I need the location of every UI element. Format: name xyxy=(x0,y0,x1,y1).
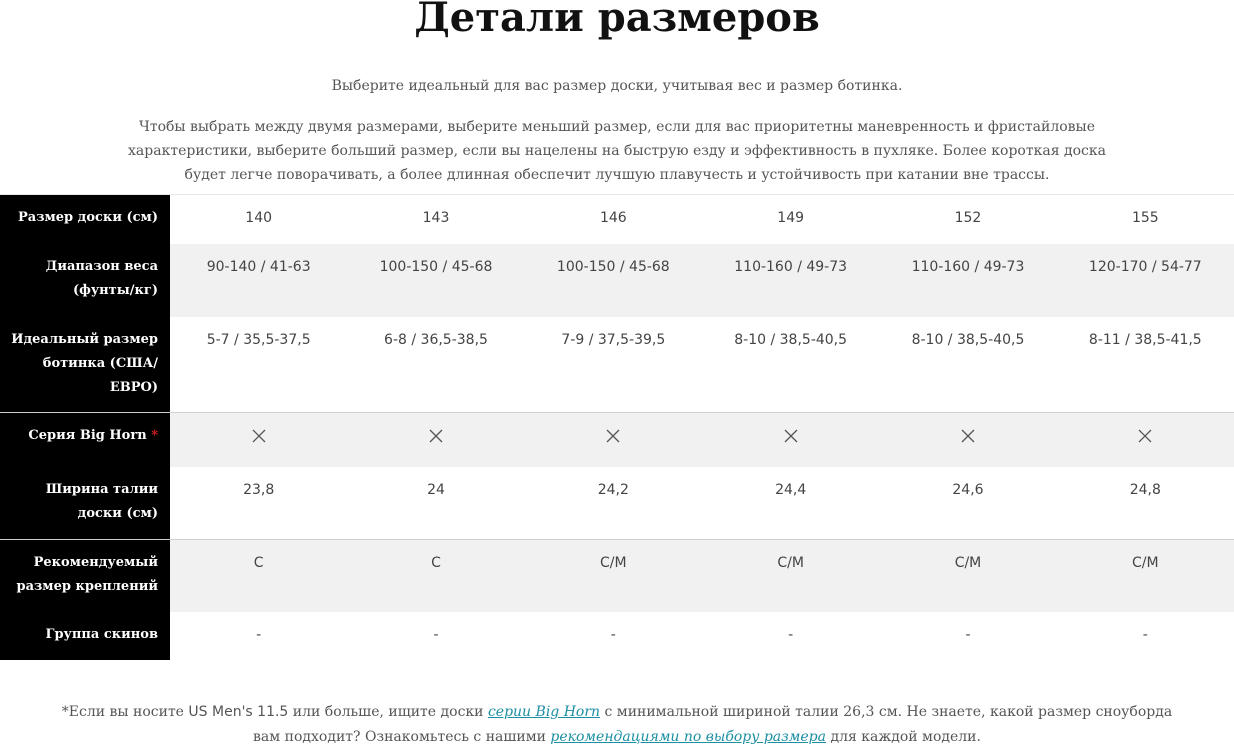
footnote-text: US Men's 11.5 xyxy=(188,704,289,720)
footnote-text: для каждой модели. xyxy=(826,729,981,745)
row-header-weight-range: Диапазон веса (фунты/кг) xyxy=(0,244,170,317)
row-header-skin-group: Группа скинов xyxy=(0,612,170,660)
row-boot-size xyxy=(0,317,1234,413)
boot-size-cell: 8-10 / 38,5-40,5 xyxy=(911,331,1025,348)
skin-group-cell: - xyxy=(1142,626,1148,643)
board-size-cell: 155 xyxy=(1131,210,1159,226)
skin-group-cell: - xyxy=(610,626,616,643)
weight-range-cell: 110-160 / 49-73 xyxy=(879,244,1056,317)
waist-width-cell: 24 xyxy=(427,481,445,498)
skin-group-cell: - xyxy=(788,626,794,643)
footnote-text: *Если вы носите xyxy=(61,704,189,720)
row-waist-width xyxy=(0,467,1234,540)
x-mark-icon xyxy=(783,428,799,444)
board-size-cell: 146 xyxy=(599,210,627,226)
big-horn-cell xyxy=(702,413,879,467)
boot-size-cell: 8-10 / 38,5-40,5 xyxy=(734,331,848,348)
row-header-binding-size: Рекомендуемый размер креплений xyxy=(0,540,170,612)
weight-range-cell: 100-150 / 45-68 xyxy=(347,244,524,317)
waist-width-cell: 24,8 xyxy=(1129,481,1161,498)
skin-group-cell: - xyxy=(256,626,262,643)
waist-width-cell: 24,4 xyxy=(775,481,807,498)
size-guide-link[interactable]: рекомендациями по выбору размера xyxy=(550,729,826,745)
x-mark-icon xyxy=(960,428,976,444)
board-size-cell: 152 xyxy=(954,210,982,226)
row-big-horn xyxy=(0,413,1234,467)
weight-range-cell: 110-160 / 49-73 xyxy=(702,244,879,317)
page-title: Детали размеров xyxy=(414,0,820,41)
row-weight-range xyxy=(0,244,1234,317)
binding-size-cell: С xyxy=(347,540,524,612)
weight-range-cell: 100-150 / 45-68 xyxy=(525,244,702,317)
binding-size-cell: С/М xyxy=(525,540,702,612)
big-horn-cell xyxy=(525,413,702,467)
big-horn-series-link[interactable]: серии Big Horn xyxy=(487,704,601,720)
board-size-cell: 140 xyxy=(245,210,273,226)
x-mark-icon xyxy=(605,428,621,444)
big-horn-cell xyxy=(347,413,524,467)
big-horn-cell xyxy=(170,413,347,467)
waist-width-cell: 24,2 xyxy=(597,481,629,498)
binding-size-cell: С/М xyxy=(1057,540,1234,612)
row-header-big-horn xyxy=(0,413,170,467)
waist-width-cell: 23,8 xyxy=(243,481,275,498)
row-skin-group xyxy=(0,612,1234,660)
skin-group-cell: - xyxy=(965,626,971,643)
row-board-size xyxy=(0,195,1234,244)
boot-size-cell: 7-9 / 37,5-39,5 xyxy=(561,331,666,348)
weight-range-cell: 120-170 / 54-77 xyxy=(1057,244,1234,317)
x-mark-icon xyxy=(251,428,267,444)
big-horn-cell xyxy=(1057,413,1234,467)
big-horn-label: Серия Big Horn xyxy=(28,428,147,443)
big-horn-cell xyxy=(879,413,1056,467)
intro-text: Выберите идеальный для вас размер доски, учитывая вес и размер ботинка. xyxy=(331,78,903,94)
binding-size-cell: С/М xyxy=(702,540,879,612)
footnote xyxy=(60,700,1174,750)
boot-size-cell: 8-11 / 38,5-41,5 xyxy=(1088,331,1202,348)
row-binding-size xyxy=(0,540,1234,612)
row-header-board-size: Размер доски (см) xyxy=(0,195,170,244)
boot-size-cell: 5-7 / 35,5-37,5 xyxy=(206,331,311,348)
waist-width-cell: 24,6 xyxy=(952,481,984,498)
binding-size-cell: С/М xyxy=(879,540,1056,612)
size-table xyxy=(0,194,1234,660)
footnote-text: с минимальной шириной талии 26,3 см. Не знаете, какой размер сноуборда вам подходит? Ознакомьтесь с нашими xyxy=(253,704,1173,745)
weight-range-cell: 90-140 / 41-63 xyxy=(170,244,347,317)
x-mark-icon xyxy=(428,428,444,444)
board-size-cell: 143 xyxy=(422,210,450,226)
description-text: Чтобы выбрать между двумя размерами, выберите меньший размер, если для вас приоритетны маневренность и фристайловые характеристики, выберите больший размер, если вы нацелены на быструю езду и эффективность в пухляке. Более короткая доска будет легче поворачивать, а более длинная обеспечит лучшую плавучесть и устойчивость при катании вне трассы. xyxy=(128,119,1106,183)
board-size-cell: 149 xyxy=(777,210,805,226)
footnote-text: или больше, ищите доски xyxy=(288,704,488,720)
skin-group-cell: - xyxy=(433,626,439,643)
x-mark-icon xyxy=(1137,428,1153,444)
row-header-boot-size: Идеальный размер ботинка (США/ ЕВРО) xyxy=(0,317,170,413)
boot-size-cell: 6-8 / 36,5-38,5 xyxy=(384,331,488,348)
binding-size-cell: С xyxy=(170,540,347,612)
row-header-waist-width: Ширина талии доски (см) xyxy=(0,467,170,540)
footnote-star: * xyxy=(151,428,158,443)
